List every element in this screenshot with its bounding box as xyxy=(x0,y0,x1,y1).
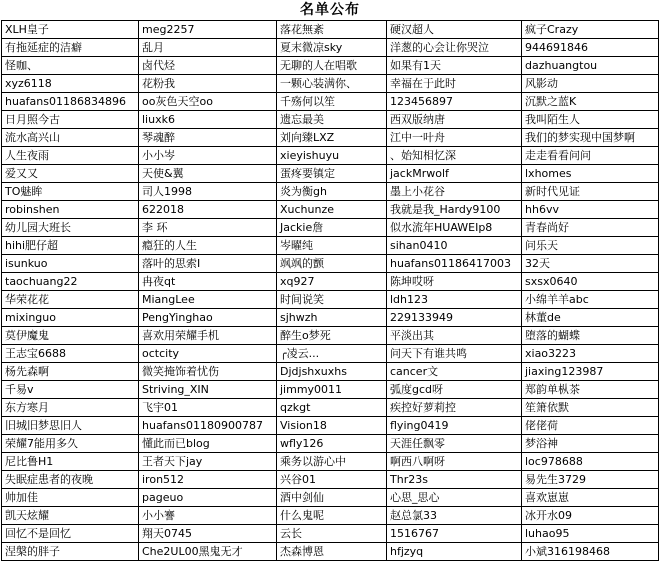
table-cell: 岑曜纯 xyxy=(277,237,387,255)
table-row xyxy=(2,435,659,453)
table-row xyxy=(2,147,659,165)
table-cell: 江中一叶舟 xyxy=(387,129,522,147)
table-cell: 失眠症患者的夜晚 xyxy=(2,471,139,489)
table-cell: 小绵羊羊abc xyxy=(522,291,659,309)
table-cell: lxhomes xyxy=(522,165,659,183)
table-cell: 佬佬荷 xyxy=(522,417,659,435)
table-row xyxy=(2,273,659,291)
table-cell: qzkgt xyxy=(277,399,387,417)
table-cell: 尼比鲁H1 xyxy=(2,453,139,471)
table-cell: 刘向臻LXZ xyxy=(277,129,387,147)
table-cell: XLH皇子 xyxy=(2,21,139,39)
table-cell: hfjzyq xyxy=(387,543,522,561)
table-cell: 东方寒月 xyxy=(2,399,139,417)
table-cell: xq927 xyxy=(277,273,387,291)
table-cell: 123456897 xyxy=(387,93,522,111)
table-cell: cancer文 xyxy=(387,363,522,381)
table-row xyxy=(2,201,659,219)
table-cell: Xuchunze xyxy=(277,201,387,219)
table-cell: Che2UL00黑鬼无才 xyxy=(139,543,277,561)
table-cell: 爱又又 xyxy=(2,165,139,183)
table-cell: 落叶的思索I xyxy=(139,255,277,273)
table-cell: 千殇何以笙 xyxy=(277,93,387,111)
table-cell: Vision18 xyxy=(277,417,387,435)
table-cell: liuxk6 xyxy=(139,111,277,129)
table-cell: 郑韵单枞茶 xyxy=(522,381,659,399)
table-cell: 翔天0745 xyxy=(139,525,277,543)
table-cell: 无聊的人在唱歌 xyxy=(277,57,387,75)
name-table xyxy=(1,20,659,561)
table-cell: 莫伊魔鬼 xyxy=(2,327,139,345)
table-cell: 1516767 xyxy=(387,525,522,543)
table-row xyxy=(2,237,659,255)
table-cell: 西双版纳唐 xyxy=(387,111,522,129)
table-cell: 喜欢崽崽 xyxy=(522,489,659,507)
table-row xyxy=(2,327,659,345)
table-cell: 32天 xyxy=(522,255,659,273)
table-cell: TO魅眸 xyxy=(2,183,139,201)
table-cell: sjhwzh xyxy=(277,309,387,327)
table-cell: 人生夜雨 xyxy=(2,147,139,165)
table-cell: jackMrwolf xyxy=(387,165,522,183)
table-cell: huafans01186417003 xyxy=(387,255,522,273)
table-cell: 微笑掩饰着忧伤 xyxy=(139,363,277,381)
table-row xyxy=(2,381,659,399)
table-cell: isunkuo xyxy=(2,255,139,273)
table-cell: sxsx0640 xyxy=(522,273,659,291)
table-cell: 帅加佳 xyxy=(2,489,139,507)
table-cell: 墨上小花谷 xyxy=(387,183,522,201)
table-cell: 我就是我_Hardy9100 xyxy=(387,201,522,219)
table-cell: 花粉我 xyxy=(139,75,277,93)
table-cell: 流水高兴山 xyxy=(2,129,139,147)
table-cell: 我们的梦实现中国梦啊 xyxy=(522,129,659,147)
table-cell: 涅槃的胖子 xyxy=(2,543,139,561)
table-row xyxy=(2,57,659,75)
table-cell: 、始知相忆深 xyxy=(387,147,522,165)
table-cell: 如果有1天 xyxy=(387,57,522,75)
table-cell: oo灰色天空oo xyxy=(139,93,277,111)
table-cell: 冉夜qt xyxy=(139,273,277,291)
table-cell: 凯天炫耀 xyxy=(2,507,139,525)
table-cell: 幼儿园大班长 xyxy=(2,219,139,237)
table-cell: 飒飒的颤 xyxy=(277,255,387,273)
table-cell: 荣耀7能用多久 xyxy=(2,435,139,453)
table-cell: 小小謇 xyxy=(139,507,277,525)
name-table-body xyxy=(2,21,659,561)
table-cell: 王志宝6688 xyxy=(2,345,139,363)
table-row xyxy=(2,417,659,435)
table-cell: sihan0410 xyxy=(387,237,522,255)
table-row xyxy=(2,21,659,39)
table-cell: 天使&翼 xyxy=(139,165,277,183)
table-cell: 杨先森啊 xyxy=(2,363,139,381)
table-row xyxy=(2,399,659,417)
table-cell: robinshen xyxy=(2,201,139,219)
table-cell: 回忆不是回忆 xyxy=(2,525,139,543)
table-cell: luhao95 xyxy=(522,525,659,543)
table-row xyxy=(2,543,659,561)
table-cell: Striving_XIN xyxy=(139,381,277,399)
table-cell: 时间说笑 xyxy=(277,291,387,309)
table-cell: loc978688 xyxy=(522,453,659,471)
table-cell: 幸福在于此时 xyxy=(387,75,522,93)
table-row xyxy=(2,471,659,489)
table-cell: 蛋疼要镇定 xyxy=(277,165,387,183)
table-cell: 陈坤哎呀 xyxy=(387,273,522,291)
table-cell: 王者天下jay xyxy=(139,453,277,471)
table-cell: MiangLee xyxy=(139,291,277,309)
table-cell: huafans01180900787 xyxy=(139,417,277,435)
table-row xyxy=(2,165,659,183)
table-cell: 硬汉超人 xyxy=(387,21,522,39)
table-cell: 喜欢用荣耀手机 xyxy=(139,327,277,345)
table-cell: 小小岑 xyxy=(139,147,277,165)
table-cell: 李 环 xyxy=(139,219,277,237)
table-cell: 堕落的蝴蝶 xyxy=(522,327,659,345)
table-cell: 944691846 xyxy=(522,39,659,57)
table-cell: hihi肥仔超 xyxy=(2,237,139,255)
table-cell: ╭凌云... xyxy=(277,345,387,363)
table-cell: 啊西八啊呀 xyxy=(387,453,522,471)
page-title: 名单公布 xyxy=(300,2,360,18)
table-row xyxy=(2,453,659,471)
table-row xyxy=(2,39,659,57)
table-row xyxy=(2,345,659,363)
table-cell: 炎为衡gh xyxy=(277,183,387,201)
table-cell: 洋葱的心会让你哭泣 xyxy=(387,39,522,57)
table-cell: 琴魂醉 xyxy=(139,129,277,147)
table-cell: ldh123 xyxy=(387,291,522,309)
table-cell: 沉默之蓝K xyxy=(522,93,659,111)
table-row xyxy=(2,183,659,201)
table-cell: 杰森博恩 xyxy=(277,543,387,561)
table-cell: 乱月 xyxy=(139,39,277,57)
table-cell: 醉生o梦死 xyxy=(277,327,387,345)
table-cell: 遗忘最美 xyxy=(277,111,387,129)
table-cell: Thr23s xyxy=(387,471,522,489)
table-cell: taochuang22 xyxy=(2,273,139,291)
table-cell: 怪咖、 xyxy=(2,57,139,75)
table-cell: 林董de xyxy=(522,309,659,327)
table-cell: 笙箫依默 xyxy=(522,399,659,417)
table-row xyxy=(2,75,659,93)
table-cell: 622018 xyxy=(139,201,277,219)
table-row xyxy=(2,507,659,525)
table-cell: flying0419 xyxy=(387,417,522,435)
table-row xyxy=(2,363,659,381)
table-cell: 小斌316198468 xyxy=(522,543,659,561)
table-row xyxy=(2,219,659,237)
table-cell: 疾控好萝莉控 xyxy=(387,399,522,417)
table-cell: 一颗心装满你、 xyxy=(277,75,387,93)
table-row xyxy=(2,525,659,543)
table-cell: 心思_思心 xyxy=(387,489,522,507)
table-cell: 风影动 xyxy=(522,75,659,93)
table-cell: 梦浴神 xyxy=(522,435,659,453)
table-cell: 落花無紊 xyxy=(277,21,387,39)
table-cell: 旧城旧梦思旧人 xyxy=(2,417,139,435)
table-cell: xyz6118 xyxy=(2,75,139,93)
table-cell: 酒中剑仙 xyxy=(277,489,387,507)
table-cell: Jackie詹 xyxy=(277,219,387,237)
table-row xyxy=(2,93,659,111)
table-cell: 问天下有谁共鸣 xyxy=(387,345,522,363)
table-cell: iron512 xyxy=(139,471,277,489)
table-cell: 兴谷01 xyxy=(277,471,387,489)
table-cell: mixinguo xyxy=(2,309,139,327)
table-cell: 似水流年HUAWEIp8 xyxy=(387,219,522,237)
table-cell: PengYinghao xyxy=(139,309,277,327)
table-cell: 什么鬼呢 xyxy=(277,507,387,525)
table-cell: 我叫陌生人 xyxy=(522,111,659,129)
table-cell: 冰开水09 xyxy=(522,507,659,525)
table-cell: 弧度gcd呀 xyxy=(387,381,522,399)
table-cell: hh6vv xyxy=(522,201,659,219)
table-cell: 疯子Crazy xyxy=(522,21,659,39)
table-cell: 新时代见证 xyxy=(522,183,659,201)
table-cell: 华荣花花 xyxy=(2,291,139,309)
table-cell: xiao3223 xyxy=(522,345,659,363)
table-row xyxy=(2,111,659,129)
table-cell: jiaxing123987 xyxy=(522,363,659,381)
table-cell: 日月照今古 xyxy=(2,111,139,129)
table-cell: huafans01186834896 xyxy=(2,93,139,111)
table-cell: dazhuangtou xyxy=(522,57,659,75)
table-cell: 问乐天 xyxy=(522,237,659,255)
table-cell: jimmy0011 xyxy=(277,381,387,399)
table-cell: 飞宇01 xyxy=(139,399,277,417)
table-cell: xieyishuyu xyxy=(277,147,387,165)
table-cell: 青春尚好 xyxy=(522,219,659,237)
table-cell: octcity xyxy=(139,345,277,363)
table-cell: 卤代烃 xyxy=(139,57,277,75)
table-cell: 有拖延症的洁癖 xyxy=(2,39,139,57)
table-cell: 司人1998 xyxy=(139,183,277,201)
table-cell: 229133949 xyxy=(387,309,522,327)
table-row xyxy=(2,255,659,273)
table-cell: wfly126 xyxy=(277,435,387,453)
table-cell: 平淡出其 xyxy=(387,327,522,345)
table-cell: 乘务以游心中 xyxy=(277,453,387,471)
table-cell: 千易v xyxy=(2,381,139,399)
table-cell: 瘾狂的人生 xyxy=(139,237,277,255)
table-row xyxy=(2,489,659,507)
table-row xyxy=(2,291,659,309)
table-cell: 懂此而已blog xyxy=(139,435,277,453)
table-cell: pageuo xyxy=(139,489,277,507)
table-row xyxy=(2,129,659,147)
table-cell: meg2257 xyxy=(139,21,277,39)
table-cell: 夏末微凉sky xyxy=(277,39,387,57)
table-cell: 天涯任飘零 xyxy=(387,435,522,453)
table-row xyxy=(2,309,659,327)
table-cell: 赵总氯33 xyxy=(387,507,522,525)
table-cell: 易先生3729 xyxy=(522,471,659,489)
table-cell: 云长 xyxy=(277,525,387,543)
table-cell: Djdjshxuxhs xyxy=(277,363,387,381)
table-cell: 走走看看问问 xyxy=(522,147,659,165)
